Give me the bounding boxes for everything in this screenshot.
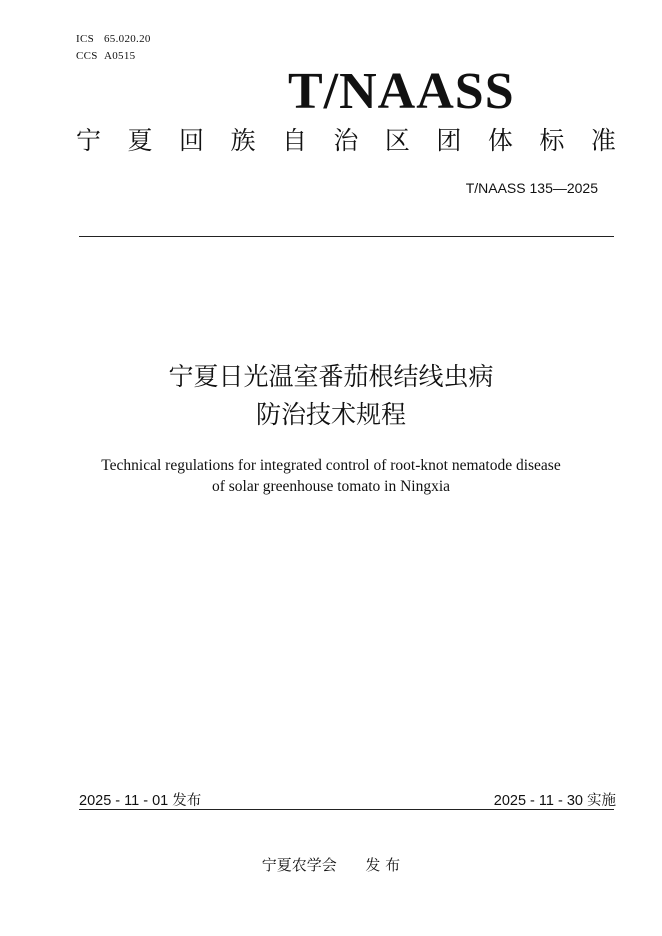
org-char: 标: [539, 126, 565, 155]
issue-date: 2025 - 11 - 01 发布: [79, 793, 202, 809]
org-char: 区: [384, 126, 410, 155]
title-zh: [0, 358, 662, 434]
org-char: 夏: [127, 126, 153, 155]
ccs-value: A0515: [104, 50, 136, 62]
title-en: [0, 455, 662, 497]
standard-number: T/NAASS 135—2025: [465, 180, 598, 196]
org-char: 治: [333, 126, 359, 155]
footer-divider: [79, 809, 614, 810]
org-char: 回: [178, 126, 204, 155]
title-zh-line2: 防治技术规程: [255, 400, 406, 429]
org-banner: [76, 128, 616, 153]
ics-value: 65.020.20: [104, 33, 151, 45]
org-char: 族: [230, 126, 256, 155]
ccs-label: CCS: [76, 50, 98, 62]
standard-logo: T/NAASS: [288, 63, 515, 120]
publisher: 宁夏农学会 发 布: [261, 856, 401, 874]
org-char: 准: [590, 126, 616, 155]
org-char: 团: [436, 126, 462, 155]
header-divider: [79, 236, 614, 237]
ics-code: [76, 33, 151, 45]
title-zh-line1: 宁夏日光温室番茄根结线虫病: [168, 362, 494, 391]
ccs-code: [76, 50, 135, 62]
org-char: 自: [281, 126, 307, 155]
title-en-line1: Technical regulations for integrated control of root-knot nematode disease: [101, 457, 561, 474]
title-en-line2: of solar greenhouse tomato in Ningxia: [211, 478, 451, 495]
org-char: 体: [487, 126, 513, 155]
org-char: 宁: [76, 126, 102, 155]
ics-label: ICS: [76, 33, 95, 45]
implement-date: 2025 - 11 - 30 实施: [493, 793, 616, 809]
